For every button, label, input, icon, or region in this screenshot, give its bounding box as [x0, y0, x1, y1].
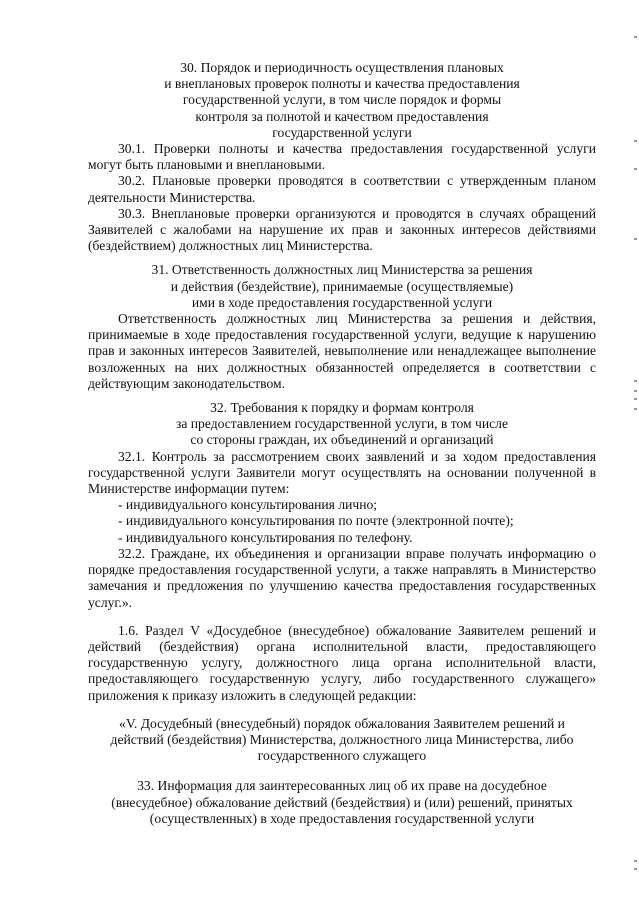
heading-line: (внесудебное) обжалование действий (бездействия) и (или) решений, принятых [111, 794, 573, 810]
section-33-heading [88, 778, 596, 827]
heading-line: со стороны граждан, их объединений и организаций [190, 432, 494, 448]
paragraph-1-6: 1.6. Раздел V «Досудебное (внесудебное) обжалование Заявителем решений и действий (бездействия) органа исполнительной власти, предоставляющего государственную услугу, должностного лица органа исполнительной власти, предоставляющего государственную услугу, либо государственного служащего» приложения к приказу изложить в следующей редакции: [88, 622, 596, 703]
section-31-heading [88, 262, 596, 311]
heading-line: государственной услуги, в том числе порядок и формы [182, 92, 502, 108]
heading-line: государственной услуги [272, 124, 412, 140]
heading-line: 30. Порядок и периодичность осуществления плановых [180, 60, 504, 75]
heading-line: 32. Требования к порядку и формам контроля [210, 400, 474, 416]
paragraph-30-3: 30.3. Внеплановые проверки организуются и проводятся в случаях обращений Заявителей с жалобами на нарушение их прав и законных интересов действиями (бездействием) должностных лиц Министерства. [88, 205, 596, 254]
heading-line: и действия (бездействие), принимаемые (осуществляемые) [170, 278, 514, 294]
paragraph-30-2: 30.2. Плановые проверки проводятся в соответствии с утвержденным планом деятельности Министерства. [88, 173, 596, 205]
heading-line: за предоставлением государственной услуги, в том числе [175, 416, 508, 432]
list-item: - индивидуального консультирования по почте (электронной почте); [118, 513, 514, 529]
heading-line: контроля за полнотой и качеством предоставления [195, 108, 489, 124]
paragraph-31: Ответственность должностных лиц Министерства за решения и действия, принимаемые в ходе предоставления государственной услуги, ведущие к нарушению прав и законных интересов Заявителей, невыполнение или ненадлежащее выполнение возложенных на них должностных обязанностей определяется в соответствии с действующим законодательством. [88, 311, 596, 391]
heading-line: (осуществленных) в ходе предоставления государственной услуги [149, 810, 535, 826]
heading-line: и внеплановых проверок полноты и качества предоставления [164, 76, 520, 92]
heading-line: ими в ходе предоставления государственной услуги [191, 294, 493, 310]
paragraph-30-1: 30.1. Проверки полноты и качества предоставления государственной услуги могут быть плановыми и внеплановыми. [88, 141, 596, 173]
list-item: - индивидуального консультирования по телефону. [118, 529, 413, 545]
paragraph-32-1: 32.1. Контроль за рассмотрением своих заявлений и за ходом предоставления государственной услуги Заявители могут осуществлять на основании полученной в Министерстве информации путем: [88, 448, 596, 497]
heading-line: 31. Ответственность должностных лиц Министерства за решения [151, 262, 533, 278]
document-page [88, 60, 596, 827]
list-item: - индивидуального консультирования лично; [118, 497, 378, 513]
heading-line: «V. Досудебный (внесудебный) порядок обжалования Заявителем решений и [119, 715, 565, 731]
section-v-heading [88, 716, 596, 765]
heading-line: 33. Информация для заинтересованных лиц об их праве на досудебное [137, 778, 547, 794]
scan-margin-marks [631, 0, 637, 904]
section-30-heading [88, 60, 596, 141]
section-32-heading [88, 400, 596, 449]
heading-line: государственного служащего [257, 748, 427, 764]
paragraph-32-2: 32.2. Граждане, их объединения и организации вправе получать информацию о порядке предоставления государственной услуги, а также направлять в Министерство замечания и предложения по улучшению качества предоставления государственных услуг.». [88, 545, 596, 610]
heading-line: действий (бездействия) Министерства, должностного лица Министерства, либо [110, 731, 574, 747]
